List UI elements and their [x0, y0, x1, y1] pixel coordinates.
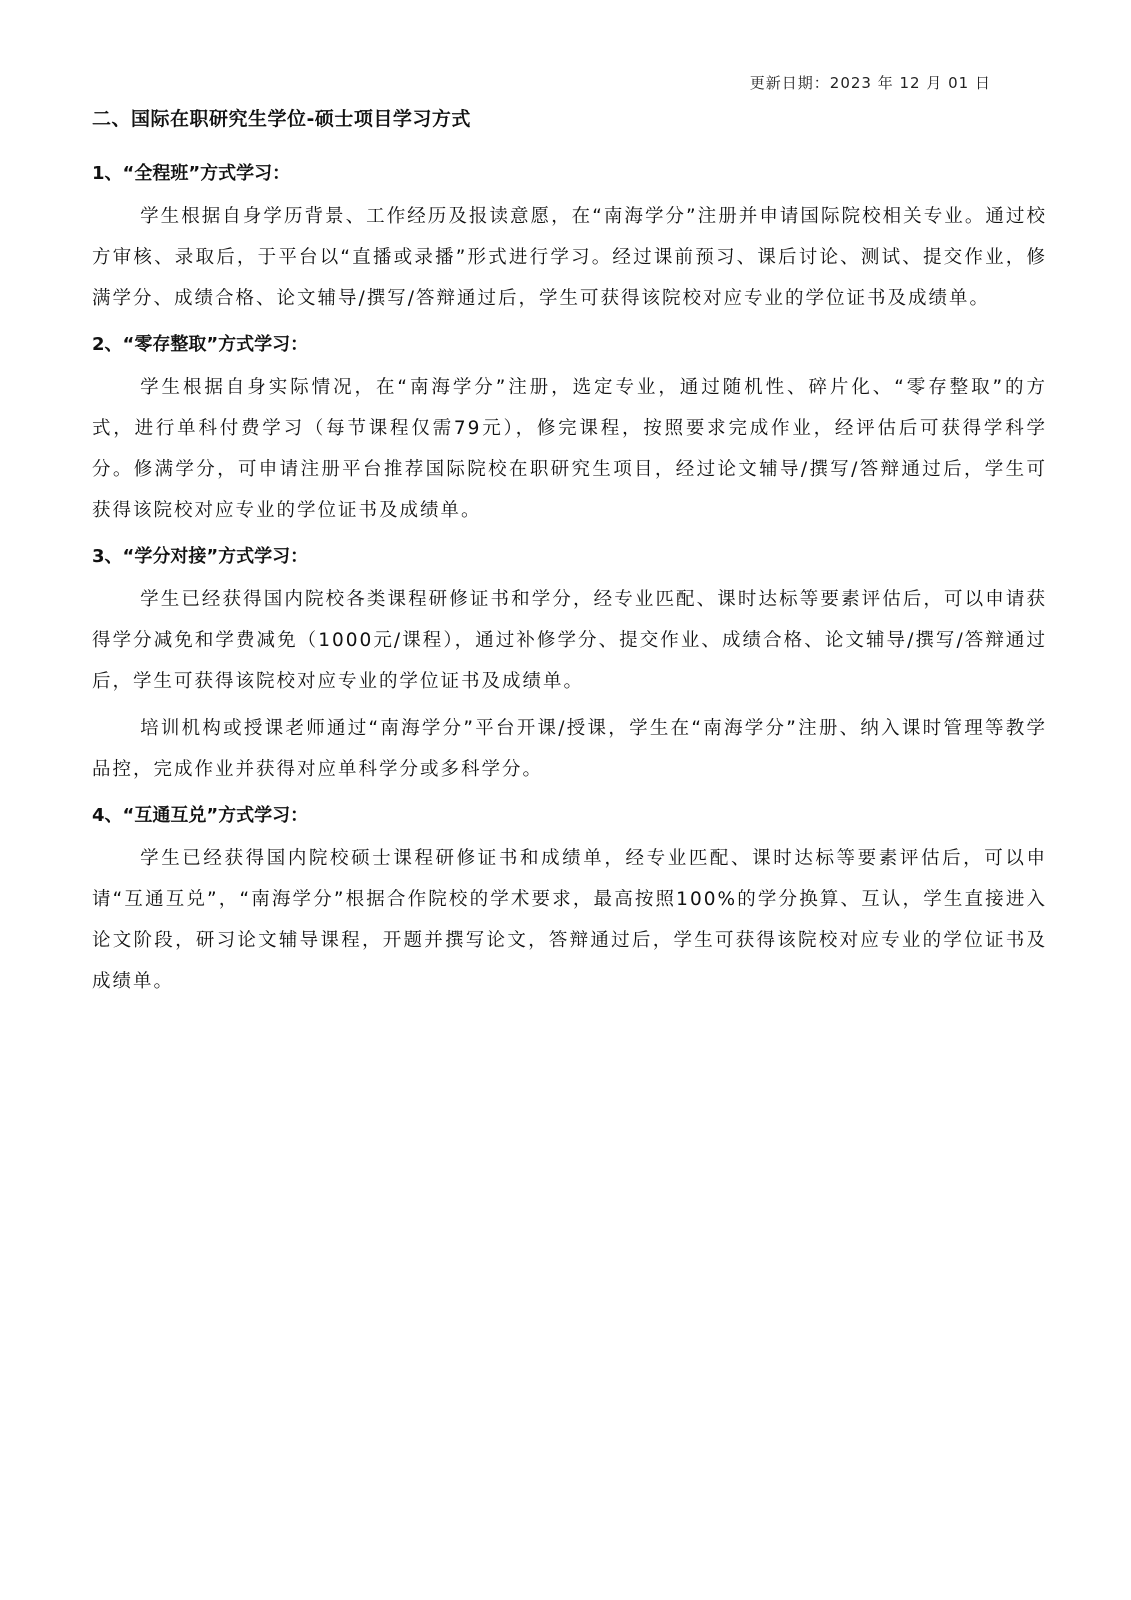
section-paragraph: 学生根据自身学历背景、工作经历及报读意愿，在“南海学分”注册并申请国际院校相关专业。通过校方审核、录取后，于平台以“直播或录播”形式进行学习。经过课前预习、课后讨论、测试、提交作业，修满学分、成绩合格、论文辅导/撰写/答辩通过后，学生可获得该院校对应专业的学位证书及成绩单。: [92, 206, 1047, 309]
section-heading: 2、“零存整取”方式学习：: [92, 334, 309, 355]
section-heading: 3、“学分对接”方式学习：: [92, 546, 309, 567]
section-heading: 4、“互通互兑”方式学习：: [92, 805, 309, 826]
section-piecemeal: [92, 331, 1047, 531]
section-paragraph: 学生根据自身实际情况，在“南海学分”注册，选定专业，通过随机性、碎片化、“零存整取”的方式，进行单科付费学习（每节课程仅需79元），修完课程，按照要求完成作业，经评估后可获得学科学分。修满学分，可申请注册平台推荐国际院校在职研究生项目，经过论文辅导/撰写/答辩通过后，学生可获得该院校对应专业的学位证书及成绩单。: [92, 377, 1047, 521]
section-paragraph: 培训机构或授课老师通过“南海学分”平台开课/授课，学生在“南海学分”注册、纳入课时管理等教学品控，完成作业并获得对应单科学分或多科学分。: [92, 718, 1047, 780]
section-heading: 1、“全程班”方式学习：: [92, 163, 291, 184]
document-body: [92, 160, 1047, 1014]
page-title: 二、国际在职研究生学位-硕士项目学习方式: [92, 108, 471, 130]
section-credit-transfer: [92, 543, 1047, 790]
section-paragraph: 学生已经获得国内院校硕士课程研修证书和成绩单，经专业匹配、课时达标等要素评估后，可以申请“互通互兑”，“南海学分”根据合作院校的学术要求，最高按照100%的学分换算、互认，学生直接进入论文阶段，研习论文辅导课程，开题并撰写论文，答辩通过后，学生可获得该院校对应专业的学位证书及成绩单。: [92, 848, 1047, 992]
section-mutual-recognition: [92, 802, 1047, 1002]
update-date: 更新日期：2023 年 12 月 01 日: [749, 74, 991, 92]
section-full-course: [92, 160, 1047, 319]
section-paragraph: 学生已经获得国内院校各类课程研修证书和学分，经专业匹配、课时达标等要素评估后，可以申请获得学分减免和学费减免（1000元/课程），通过补修学分、提交作业、成绩合格、论文辅导/撰写/答辩通过后，学生可获得该院校对应专业的学位证书及成绩单。: [92, 589, 1047, 692]
